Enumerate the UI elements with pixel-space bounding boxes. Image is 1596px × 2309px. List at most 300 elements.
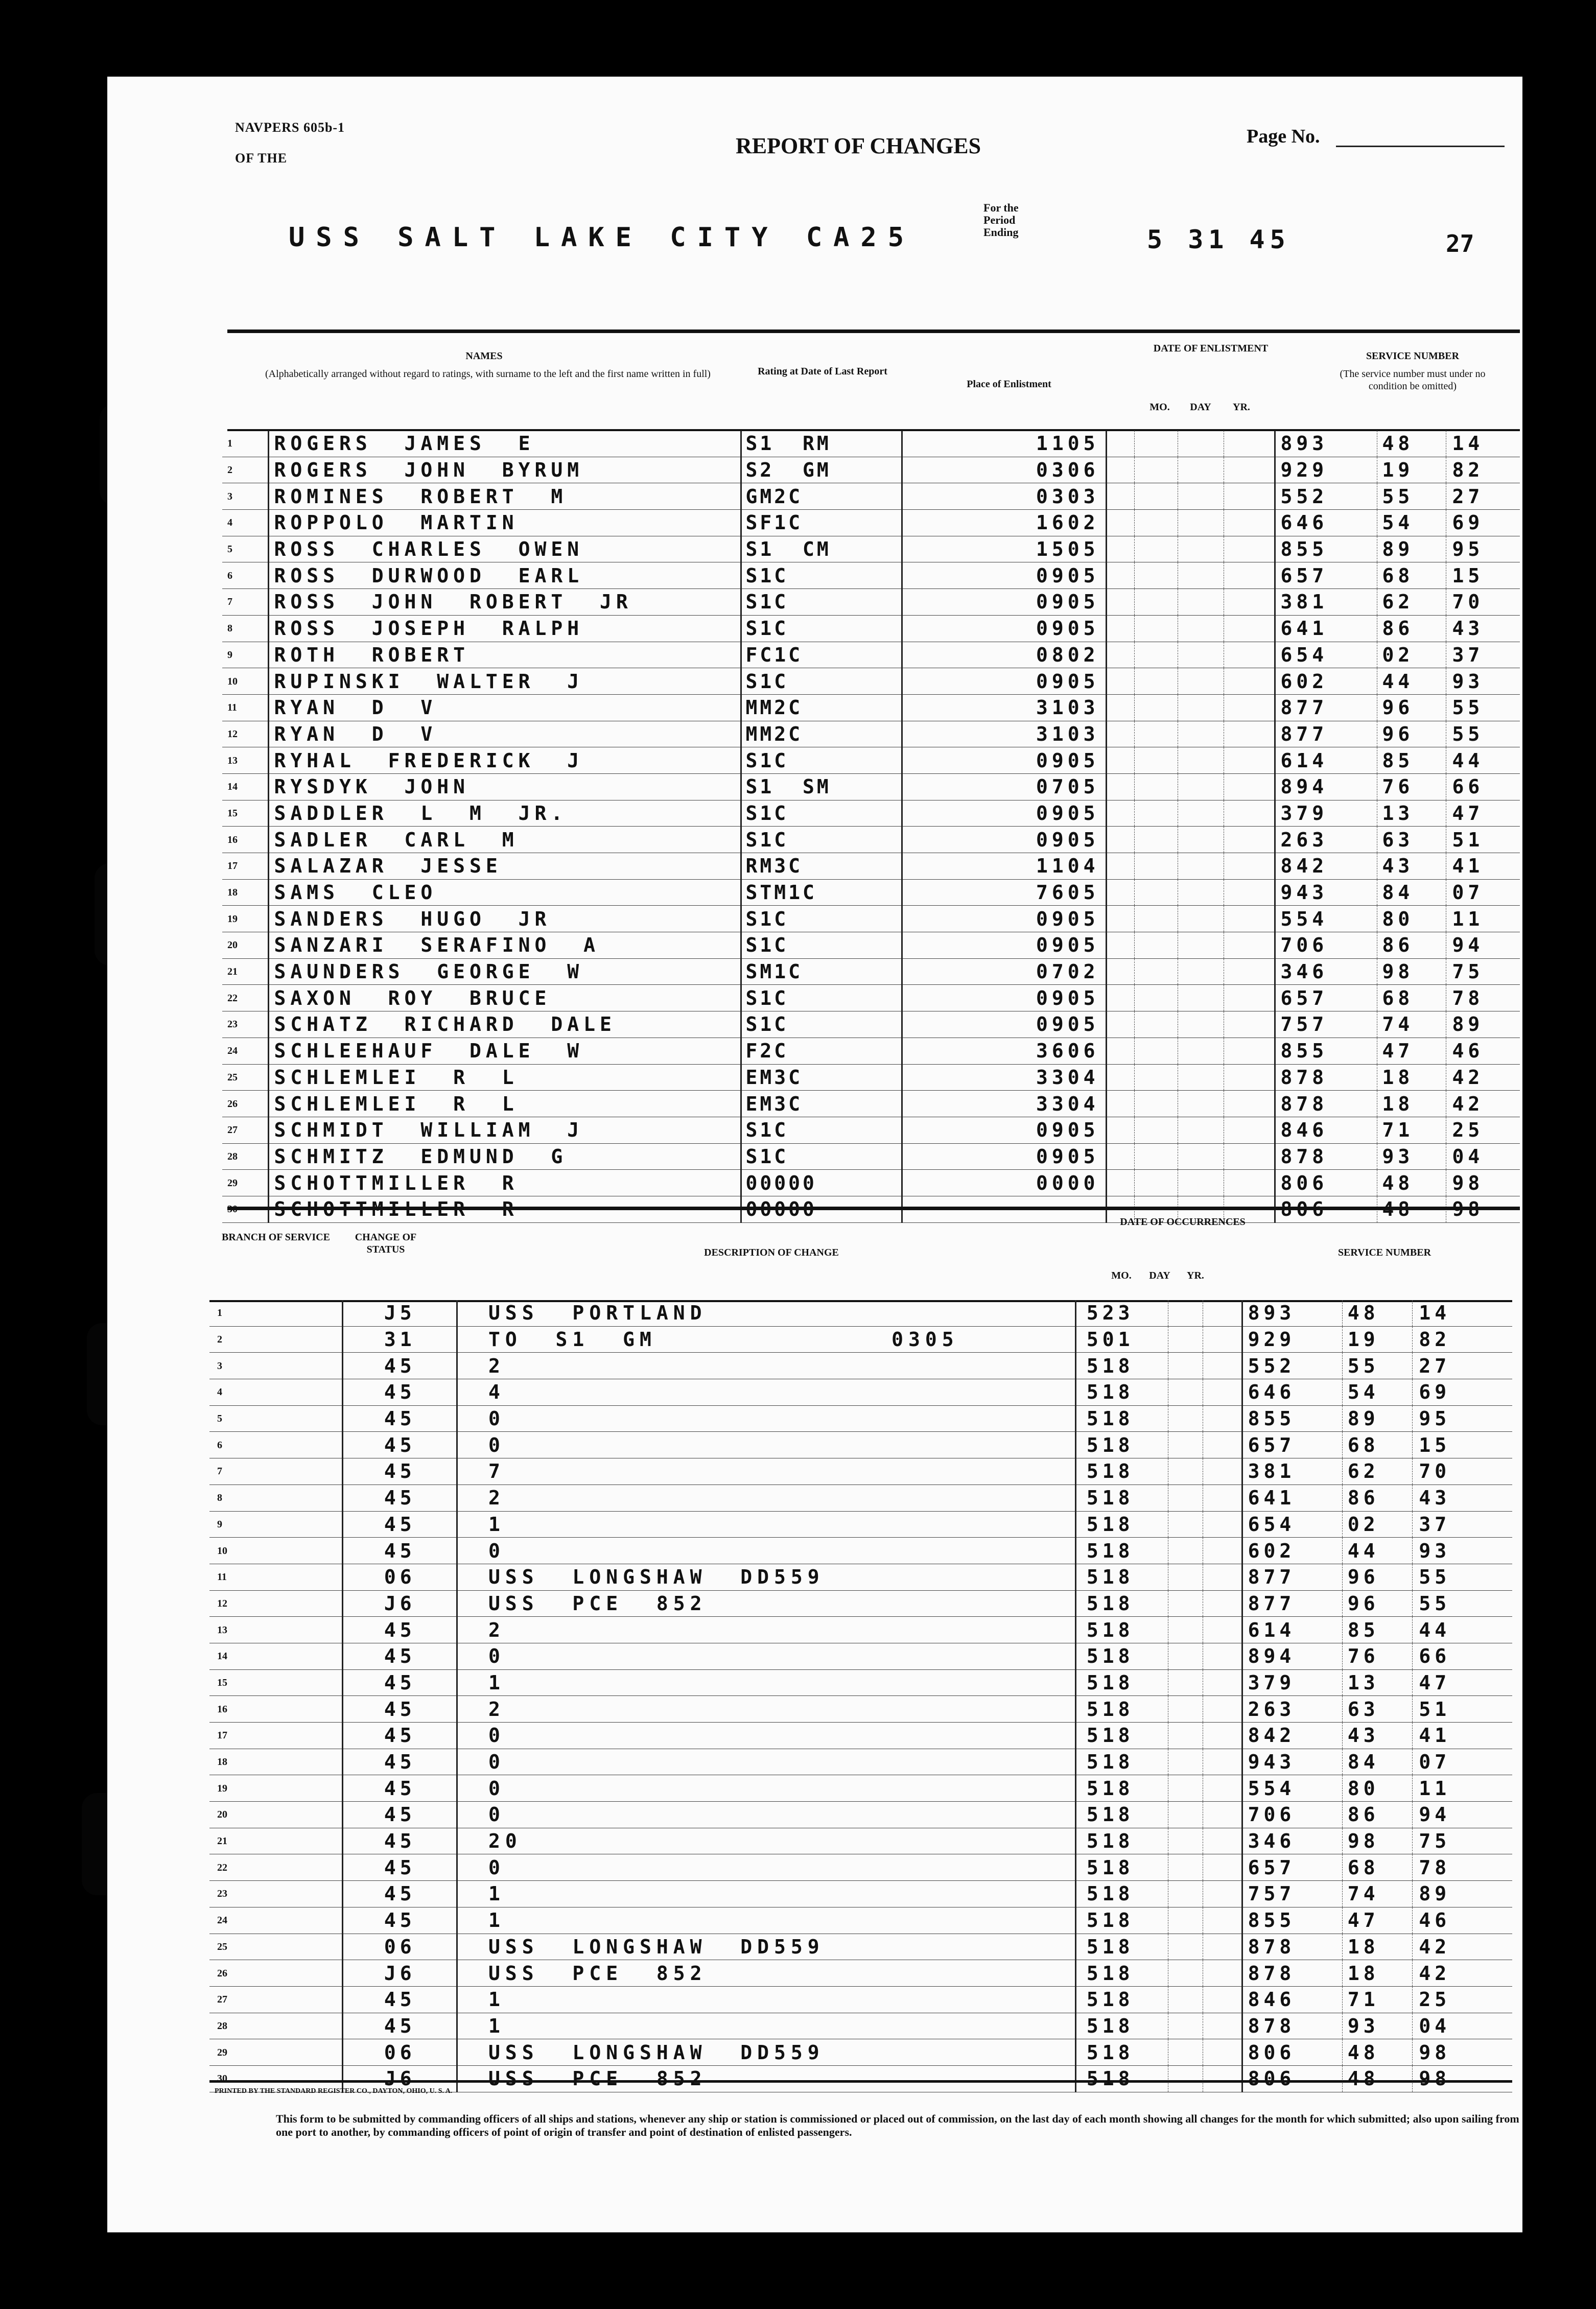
service-part-1: 602 <box>1275 668 1377 695</box>
change-description: 4 <box>457 1379 1076 1406</box>
top-header <box>227 337 1520 431</box>
change-status-header: CHANGE OF STATUS <box>355 1232 417 1255</box>
occ-day <box>1168 1405 1203 1432</box>
service-part-3: 07 <box>1446 879 1520 906</box>
enl-mo-2 <box>1134 853 1178 880</box>
personnel-row <box>222 1091 1520 1117</box>
service-part-1: 855 <box>1242 1405 1342 1432</box>
enl-yr <box>1224 985 1254 1011</box>
row-number: 23 <box>222 1011 268 1038</box>
place-of-enlistment: 3304 <box>902 1091 1106 1117</box>
change-description: 1 <box>457 1986 1076 2013</box>
occ-day <box>1168 1934 1203 1960</box>
change-status: 45 <box>343 1854 457 1881</box>
occ-date: 518 <box>1075 1617 1134 1643</box>
change-status: 45 <box>343 1881 457 1907</box>
row-number: 19 <box>222 906 268 932</box>
member-name: ROSS DURWOOD EARL <box>268 562 741 589</box>
enl-day <box>1178 562 1224 589</box>
personnel-table <box>222 431 1520 1223</box>
occ-date: 518 <box>1075 1696 1134 1723</box>
occ-mo-2 <box>1134 1802 1168 1828</box>
change-description: USS PCE 852 <box>457 1960 1076 1987</box>
service-part-3: 47 <box>1413 1669 1512 1696</box>
change-status: 45 <box>343 1723 457 1749</box>
occ-day <box>1168 1432 1203 1458</box>
occ-date: 518 <box>1075 1511 1134 1538</box>
place-of-enlistment: 0905 <box>902 1117 1106 1143</box>
occ-spacer <box>1232 1696 1242 1723</box>
service-part-2: 63 <box>1377 827 1446 853</box>
member-name: ROMINES ROBERT M <box>268 483 741 510</box>
occ-yr <box>1203 1643 1232 1669</box>
member-name: SANZARI SERAFINO A <box>268 932 741 959</box>
row-number: 30 <box>209 2065 343 2092</box>
row-number: 5 <box>209 1405 343 1432</box>
enl-day <box>1178 906 1224 932</box>
occ-date: 518 <box>1075 1723 1134 1749</box>
change-status: 45 <box>343 1749 457 1775</box>
service-part-2: 55 <box>1377 483 1446 510</box>
enlistment-date-header: DATE OF ENLISTMENT <box>1153 343 1269 354</box>
occ-spacer <box>1232 1723 1242 1749</box>
enl-mo-2 <box>1134 1143 1178 1170</box>
occ-mo-2 <box>1134 1617 1168 1643</box>
personnel-row <box>222 773 1520 800</box>
row-number: 13 <box>209 1617 343 1643</box>
enl-day <box>1178 958 1224 985</box>
enl-day <box>1178 932 1224 959</box>
enl-mo-2 <box>1134 800 1178 827</box>
service-part-3: 42 <box>1446 1064 1520 1091</box>
service-part-2: 48 <box>1342 2039 1412 2066</box>
service-part-2: 93 <box>1342 2013 1412 2039</box>
service-part-1: 806 <box>1242 2065 1342 2092</box>
row-number: 4 <box>222 510 268 536</box>
change-row <box>209 1617 1512 1643</box>
enl-yr <box>1224 1091 1254 1117</box>
personnel-row <box>222 879 1520 906</box>
service-part-2: 18 <box>1377 1091 1446 1117</box>
ship-name: USS SALT LAKE CITY CA25 <box>289 222 916 253</box>
change-description: USS PORTLAND <box>457 1300 1076 1326</box>
occ-spacer <box>1232 1511 1242 1538</box>
service-part-2: 54 <box>1377 510 1446 536</box>
row-number: 8 <box>222 615 268 642</box>
service-part-3: 25 <box>1413 1986 1512 2013</box>
service-part-1: 878 <box>1275 1064 1377 1091</box>
row-number: 12 <box>222 721 268 747</box>
change-status: 06 <box>343 2039 457 2066</box>
change-description: 2 <box>457 1617 1076 1643</box>
service-part-1: 614 <box>1242 1617 1342 1643</box>
service-part-3: 93 <box>1446 668 1520 695</box>
change-row <box>209 1828 1512 1854</box>
occ-day <box>1168 1775 1203 1802</box>
service-part-2: 19 <box>1377 457 1446 483</box>
change-row <box>209 1696 1512 1723</box>
change-description: 7 <box>457 1458 1076 1485</box>
occ-day <box>1168 2013 1203 2039</box>
occ-day <box>1168 1643 1203 1669</box>
enl-day <box>1178 668 1224 695</box>
enl-day <box>1178 1011 1224 1038</box>
enl-mo <box>1106 879 1134 906</box>
enl-day-header: DAY <box>1190 402 1211 413</box>
occ-day <box>1168 1617 1203 1643</box>
enl-day <box>1178 431 1224 457</box>
member-name: RYSDYK JOHN <box>268 773 741 800</box>
occ-yr <box>1203 1353 1232 1379</box>
rating: S1C <box>741 589 902 616</box>
enl-spacer <box>1254 827 1275 853</box>
personnel-row <box>222 694 1520 721</box>
occ-date: 518 <box>1075 1749 1134 1775</box>
personnel-row <box>222 589 1520 616</box>
service-part-1: 877 <box>1242 1564 1342 1590</box>
enl-spacer <box>1254 853 1275 880</box>
change-row <box>209 1643 1512 1669</box>
change-status: 06 <box>343 1564 457 1590</box>
personnel-row <box>222 562 1520 589</box>
occ-yr <box>1203 1326 1232 1353</box>
personnel-row <box>222 958 1520 985</box>
enl-mo <box>1106 1170 1134 1196</box>
personnel-row <box>222 906 1520 932</box>
enl-day <box>1178 1117 1224 1143</box>
personnel-row <box>222 1038 1520 1064</box>
service-part-3: 95 <box>1446 536 1520 562</box>
enl-yr <box>1224 457 1254 483</box>
enl-yr <box>1224 721 1254 747</box>
service-part-1: 806 <box>1242 2039 1342 2066</box>
enl-mo <box>1106 985 1134 1011</box>
enl-mo-2 <box>1134 457 1178 483</box>
period-label: For the Period Ending <box>983 201 1019 239</box>
service-part-2: 96 <box>1377 694 1446 721</box>
rating: S1 CM <box>741 536 902 562</box>
service-part-1: 943 <box>1242 1749 1342 1775</box>
rating: S1C <box>741 1011 902 1038</box>
change-row <box>209 1353 1512 1379</box>
enl-yr <box>1224 431 1254 457</box>
service-part-1: 877 <box>1275 694 1377 721</box>
service-part-3: 04 <box>1413 2013 1512 2039</box>
personnel-row <box>222 1117 1520 1143</box>
occ-mo-2 <box>1134 1723 1168 1749</box>
occ-mo-2 <box>1134 1353 1168 1379</box>
occ-yr <box>1203 1960 1232 1987</box>
row-number: 3 <box>222 483 268 510</box>
occ-spacer <box>1232 1802 1242 1828</box>
enl-yr <box>1224 853 1254 880</box>
enl-spacer <box>1254 958 1275 985</box>
change-description: 2 <box>457 1353 1076 1379</box>
occ-date: 518 <box>1075 1775 1134 1802</box>
change-description: 0 <box>457 1775 1076 1802</box>
row-number: 8 <box>209 1485 343 1511</box>
service-part-2: 71 <box>1377 1117 1446 1143</box>
service-part-3: 14 <box>1413 1300 1512 1326</box>
service-part-3: 55 <box>1446 694 1520 721</box>
service-part-3: 98 <box>1413 2065 1512 2092</box>
enl-day <box>1178 642 1224 668</box>
enl-day <box>1178 721 1224 747</box>
row-number: 29 <box>209 2039 343 2066</box>
service-part-3: 66 <box>1413 1643 1512 1669</box>
enl-mo-2 <box>1134 747 1178 774</box>
enl-mo <box>1106 536 1134 562</box>
change-status: 45 <box>343 1802 457 1828</box>
change-row <box>209 1881 1512 1907</box>
row-number: 16 <box>222 827 268 853</box>
service-part-3: 37 <box>1413 1511 1512 1538</box>
change-status: J6 <box>343 2065 457 2092</box>
change-row <box>209 1590 1512 1617</box>
service-part-3: 11 <box>1446 906 1520 932</box>
enl-mo <box>1106 1064 1134 1091</box>
enl-mo <box>1106 958 1134 985</box>
service-part-1: 552 <box>1242 1353 1342 1379</box>
place-of-enlistment: 1505 <box>902 536 1106 562</box>
enl-spacer <box>1254 589 1275 616</box>
service-part-1: 877 <box>1242 1590 1342 1617</box>
service-part-3: 37 <box>1446 642 1520 668</box>
occ-date: 518 <box>1075 1353 1134 1379</box>
service-part-1: 878 <box>1242 1934 1342 1960</box>
service-part-1: 878 <box>1242 1960 1342 1987</box>
row-number: 9 <box>209 1511 343 1538</box>
service-part-3: 55 <box>1413 1590 1512 1617</box>
enl-yr <box>1224 1143 1254 1170</box>
change-description: 0 <box>457 1405 1076 1432</box>
member-name: SAXON ROY BRUCE <box>268 985 741 1011</box>
rating: GM2C <box>741 483 902 510</box>
enl-mo <box>1106 615 1134 642</box>
place-of-enlistment: 0905 <box>902 1143 1106 1170</box>
change-status: 45 <box>343 1538 457 1564</box>
row-number: 24 <box>222 1038 268 1064</box>
personnel-row <box>222 985 1520 1011</box>
row-number: 1 <box>209 1300 343 1326</box>
change-row <box>209 1669 1512 1696</box>
member-name: SCHLEMLEI R L <box>268 1091 741 1117</box>
enl-yr <box>1224 1038 1254 1064</box>
occ-date: 523 <box>1075 1300 1134 1326</box>
change-description: 2 <box>457 1485 1076 1511</box>
service-part-1: 654 <box>1275 642 1377 668</box>
occ-yr <box>1203 1564 1232 1590</box>
service-part-3: 44 <box>1446 747 1520 774</box>
enl-mo-2 <box>1134 589 1178 616</box>
place-of-enlistment: 0905 <box>902 562 1106 589</box>
member-name: SAUNDERS GEORGE W <box>268 958 741 985</box>
row-number: 16 <box>209 1696 343 1723</box>
row-number: 5 <box>222 536 268 562</box>
enl-mo <box>1106 721 1134 747</box>
occ-date: 518 <box>1075 1405 1134 1432</box>
branch-header: BRANCH OF SERVICE <box>222 1232 330 1243</box>
member-name: ROSS JOSEPH RALPH <box>268 615 741 642</box>
service-part-2: 18 <box>1342 1960 1412 1987</box>
service-part-2: 86 <box>1342 1485 1412 1511</box>
row-number: 28 <box>209 2013 343 2039</box>
personnel-row <box>222 1011 1520 1038</box>
service-part-2: 74 <box>1342 1881 1412 1907</box>
change-status: 45 <box>343 1669 457 1696</box>
change-row <box>209 1986 1512 2013</box>
rating: EM3C <box>741 1064 902 1091</box>
enl-mo <box>1106 1091 1134 1117</box>
page-number-label: Page No. <box>1247 126 1320 147</box>
form-sheet <box>107 77 1522 2232</box>
service-part-1: 381 <box>1242 1458 1342 1485</box>
occ-spacer <box>1232 1881 1242 1907</box>
occ-spacer <box>1232 2013 1242 2039</box>
enl-mo-2 <box>1134 1091 1178 1117</box>
occ-mo-header: MO. <box>1111 1270 1132 1281</box>
service-part-3: 25 <box>1446 1117 1520 1143</box>
occ-mo-2 <box>1134 2039 1168 2066</box>
place-of-enlistment: 1104 <box>902 853 1106 880</box>
names-note: (Alphabetically arranged without regard to ratings, with surname to the left and the first name written in full) <box>265 368 711 380</box>
mid-rule <box>227 1207 1520 1210</box>
enl-spacer <box>1254 536 1275 562</box>
member-name: RYAN D V <box>268 694 741 721</box>
service-part-2: 18 <box>1342 1934 1412 1960</box>
occ-yr <box>1203 1538 1232 1564</box>
service-part-3: 66 <box>1446 773 1520 800</box>
bottom-service-header: SERVICE NUMBER <box>1337 1247 1431 1258</box>
member-name: SCHMITZ EDMUND G <box>268 1143 741 1170</box>
service-part-1: 929 <box>1242 1326 1342 1353</box>
enl-spacer <box>1254 615 1275 642</box>
service-part-3: 78 <box>1446 985 1520 1011</box>
occ-date: 518 <box>1075 1802 1134 1828</box>
rating: S1C <box>741 827 902 853</box>
service-part-3: 42 <box>1413 1934 1512 1960</box>
place-of-enlistment: 0702 <box>902 958 1106 985</box>
service-part-2: 43 <box>1342 1723 1412 1749</box>
service-part-2: 74 <box>1377 1011 1446 1038</box>
change-row <box>209 1379 1512 1406</box>
occ-yr <box>1203 1723 1232 1749</box>
service-part-1: 757 <box>1275 1011 1377 1038</box>
enl-mo-2 <box>1134 985 1178 1011</box>
enl-day <box>1178 510 1224 536</box>
change-status: 45 <box>343 1775 457 1802</box>
service-part-3: 42 <box>1446 1091 1520 1117</box>
occ-mo-2 <box>1134 1854 1168 1881</box>
occ-mo-2 <box>1134 1590 1168 1617</box>
occ-date: 518 <box>1075 1564 1134 1590</box>
member-name: RYHAL FREDERICK J <box>268 747 741 774</box>
change-status: 45 <box>343 1379 457 1406</box>
row-number: 1 <box>222 431 268 457</box>
change-status: 45 <box>343 1511 457 1538</box>
occ-spacer <box>1232 1749 1242 1775</box>
change-description: 2 <box>457 1696 1076 1723</box>
change-status: 45 <box>343 1353 457 1379</box>
row-number: 3 <box>209 1353 343 1379</box>
place-of-enlistment: 0905 <box>902 615 1106 642</box>
occ-spacer <box>1232 1854 1242 1881</box>
change-row <box>209 1458 1512 1485</box>
occ-date: 518 <box>1075 1458 1134 1485</box>
occ-day <box>1168 1907 1203 1934</box>
occ-yr <box>1203 1749 1232 1775</box>
enl-mo-2 <box>1134 642 1178 668</box>
enl-spacer <box>1254 642 1275 668</box>
enl-mo <box>1106 562 1134 589</box>
change-description: 0 <box>457 1723 1076 1749</box>
rating: MM2C <box>741 694 902 721</box>
enl-yr <box>1224 747 1254 774</box>
enl-yr <box>1224 483 1254 510</box>
place-of-enlistment: 3606 <box>902 1038 1106 1064</box>
enl-day <box>1178 1143 1224 1170</box>
row-number: 10 <box>209 1538 343 1564</box>
occ-yr <box>1203 2013 1232 2039</box>
service-part-2: 76 <box>1342 1643 1412 1669</box>
occ-spacer <box>1232 1828 1242 1854</box>
enl-yr <box>1224 879 1254 906</box>
service-part-1: 379 <box>1275 800 1377 827</box>
row-number: 11 <box>222 694 268 721</box>
occ-yr-header: YR. <box>1187 1270 1204 1281</box>
occ-yr <box>1203 1590 1232 1617</box>
place-of-enlistment: 3103 <box>902 694 1106 721</box>
change-description: USS LONGSHAW DD559 <box>457 1934 1076 1960</box>
occ-date: 518 <box>1075 1485 1134 1511</box>
occ-spacer <box>1232 1458 1242 1485</box>
change-description: 0 <box>457 1432 1076 1458</box>
service-part-3: 27 <box>1413 1353 1512 1379</box>
change-description: TO S1 GM 0305 <box>457 1326 1076 1353</box>
personnel-row <box>222 747 1520 774</box>
occ-spacer <box>1232 1960 1242 1987</box>
occ-date: 518 <box>1075 1960 1134 1987</box>
enl-mo-2 <box>1134 906 1178 932</box>
service-number-header: SERVICE NUMBER <box>1366 350 1460 362</box>
enl-spacer <box>1254 510 1275 536</box>
service-part-3: 41 <box>1413 1723 1512 1749</box>
occ-yr <box>1203 1775 1232 1802</box>
service-part-2: 19 <box>1342 1326 1412 1353</box>
member-name: SCHOTTMILLER R <box>268 1196 741 1222</box>
occ-day-header: DAY <box>1149 1270 1170 1281</box>
enl-yr <box>1224 773 1254 800</box>
change-description: USS PCE 852 <box>457 2065 1076 2092</box>
occ-mo-2 <box>1134 1564 1168 1590</box>
service-part-2: 89 <box>1342 1405 1412 1432</box>
service-part-3: 98 <box>1446 1196 1520 1222</box>
service-part-1: 877 <box>1275 721 1377 747</box>
place-of-enlistment: 0905 <box>902 906 1106 932</box>
row-number: 6 <box>222 562 268 589</box>
service-part-3: 55 <box>1446 721 1520 747</box>
place-of-enlistment: 1105 <box>902 431 1106 457</box>
personnel-row <box>222 510 1520 536</box>
service-part-1: 657 <box>1275 985 1377 1011</box>
occ-mo-2 <box>1134 1775 1168 1802</box>
place-of-enlistment: 0306 <box>902 457 1106 483</box>
change-description: 0 <box>457 1854 1076 1881</box>
occ-spacer <box>1232 1432 1242 1458</box>
occ-day <box>1168 1669 1203 1696</box>
occ-yr <box>1203 1379 1232 1406</box>
service-part-1: 846 <box>1275 1117 1377 1143</box>
